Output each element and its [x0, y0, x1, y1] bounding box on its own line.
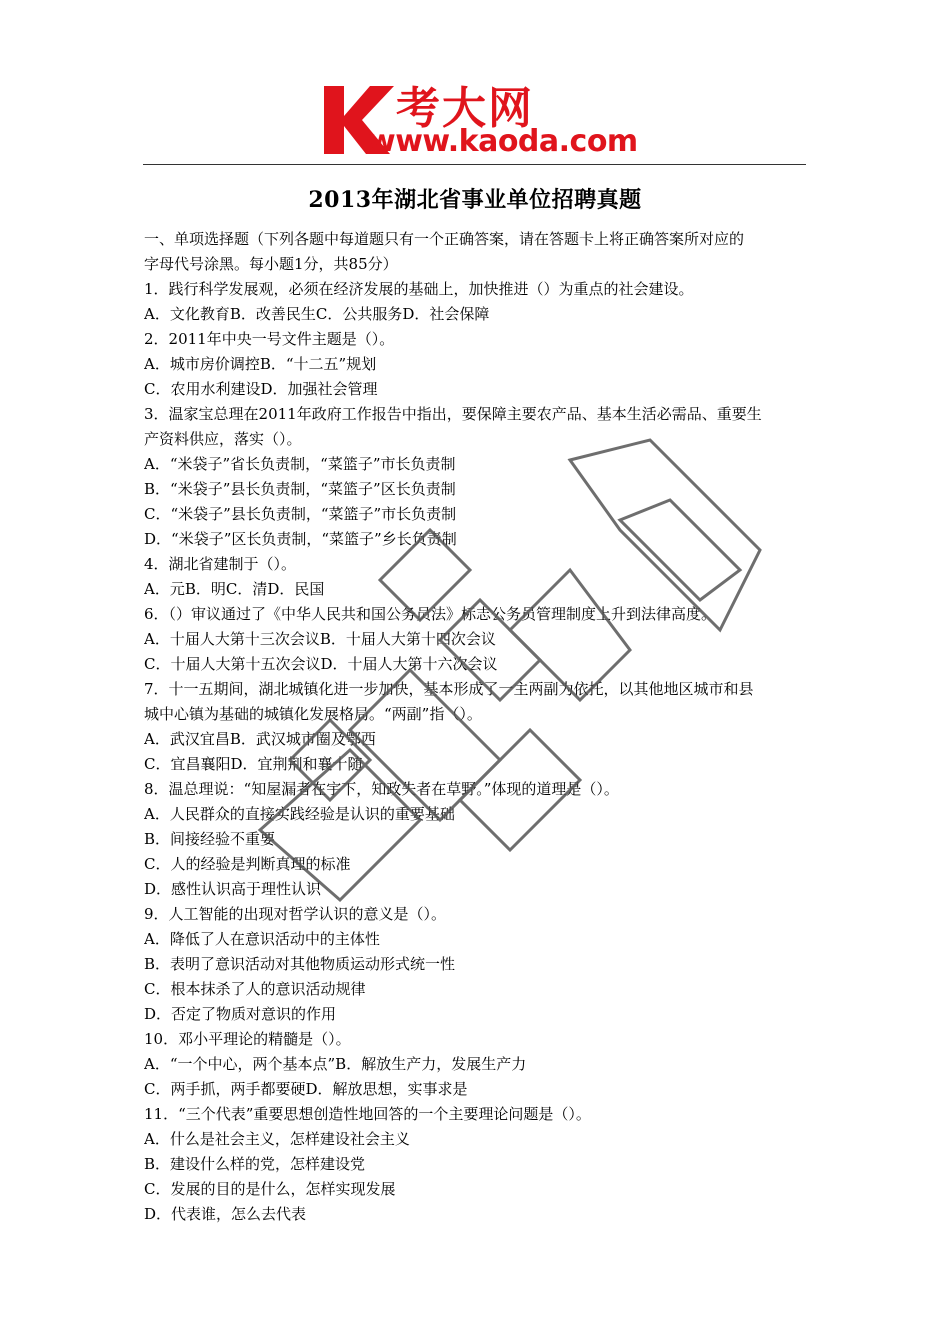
document-line: B．“米袋子”县长负责制，“菜篮子”区长负责制 [144, 480, 456, 498]
document-line: C．宜昌襄阳D．宜荆荆和襄十随 [144, 755, 363, 773]
document-line: A．人民群众的直接实践经验是认识的重要基础 [144, 805, 455, 823]
document-line: 11．“三个代表”重要思想创造性地回答的一个主要理论问题是（）。 [144, 1105, 591, 1123]
document-line: A．文化教育B．改善民生C．公共服务D．社会保障 [144, 305, 490, 323]
document-line: C．十届人大第十五次会议D．十届人大第十六次会议 [144, 655, 498, 673]
document-line: 4．湖北省建制于（）。 [144, 555, 297, 573]
document-line: A．城市房价调控B．“十二五”规划 [144, 355, 377, 373]
document-line: B．建设什么样的党，怎样建设党 [144, 1155, 366, 1173]
document-body [144, 227, 809, 1227]
document-line: D．感性认识高于理性认识 [144, 880, 322, 898]
document-line: C．农用水利建设D．加强社会管理 [144, 380, 378, 398]
document-line: 2．2011年中央一号文件主题是（）。 [144, 330, 395, 348]
document-line: 7．十一五期间，湖北城镇化进一步加快，基本形成了一主两副为依托，以其他地区城市和县 [144, 680, 754, 698]
document-line: 3．温家宝总理在2011年政府工作报告中指出，要保障主要农产品、基本生活必需品、重要生 [144, 405, 762, 423]
document-line: 9．人工智能的出现对哲学认识的意义是（）。 [144, 905, 447, 923]
document-line: A．“一个中心，两个基本点”B．解放生产力，发展生产力 [144, 1055, 527, 1073]
document-line: 一、单项选择题（下列各题中每道题只有一个正确答案，请在答题卡上将正确答案所对应的 [144, 230, 745, 248]
document-line: 字母代号涂黑。每小题1分，共85分） [144, 255, 398, 273]
kaoda-logo[interactable] [318, 76, 648, 166]
header-divider [143, 164, 806, 165]
document-line: B．表明了意识活动对其他物质运动形式统一性 [144, 955, 456, 973]
document-line: A．元B．明C．清D．民国 [144, 580, 325, 598]
document-line: 6．（）审议通过了《中华人民共和国公务员法》标志公务员管理制度上升到法律高度。 [144, 605, 717, 623]
document-line: A．武汉宜昌B．武汉城市圈及鄂西 [144, 730, 376, 748]
document-line: C．根本抹杀了人的意识活动规律 [144, 980, 366, 998]
document-line: 城中心镇为基础的城镇化发展格局。“两副”指（）。 [144, 705, 482, 723]
document-line: 10．邓小平理论的精髓是（）。 [144, 1030, 351, 1048]
document-line: C．两手抓，两手都要硬D．解放思想，实事求是 [144, 1080, 468, 1098]
logo-url[interactable]: www.kaoda.com [368, 124, 638, 159]
document-line: A．十届人大第十三次会议B．十届人大第十四次会议 [144, 630, 496, 648]
logo-name: 考大网 [396, 83, 534, 134]
document-line: B．间接经验不重要 [144, 830, 276, 848]
document-line: A．降低了人在意识活动中的主体性 [144, 930, 380, 948]
document-line: C．人的经验是判断真理的标准 [144, 855, 351, 873]
document-line: D．代表谁，怎么去代表 [144, 1205, 307, 1223]
document-line: 1．践行科学发展观，必须在经济发展的基础上，加快推进（）为重点的社会建设。 [144, 280, 694, 298]
page-title: 2013年湖北省事业单位招聘真题 [308, 187, 642, 213]
document-line: A．什么是社会主义，怎样建设社会主义 [144, 1130, 410, 1148]
document-line: D．“米袋子”区长负责制，“菜篮子”乡长负责制 [144, 530, 457, 548]
document-line: C．“米袋子”县长负责制，“菜篮子”市长负责制 [144, 505, 457, 523]
document-line: D．否定了物质对意识的作用 [144, 1005, 337, 1023]
document-line: 8．温总理说：“知屋漏者在宇下，知政失者在草野。”体现的道理是（）。 [144, 780, 619, 798]
document-line: 产资料供应，落实（）。 [144, 430, 302, 448]
document-line: A．“米袋子”省长负责制，“菜篮子”市长负责制 [144, 455, 456, 473]
document-line: C．发展的目的是什么，怎样实现发展 [144, 1180, 396, 1198]
